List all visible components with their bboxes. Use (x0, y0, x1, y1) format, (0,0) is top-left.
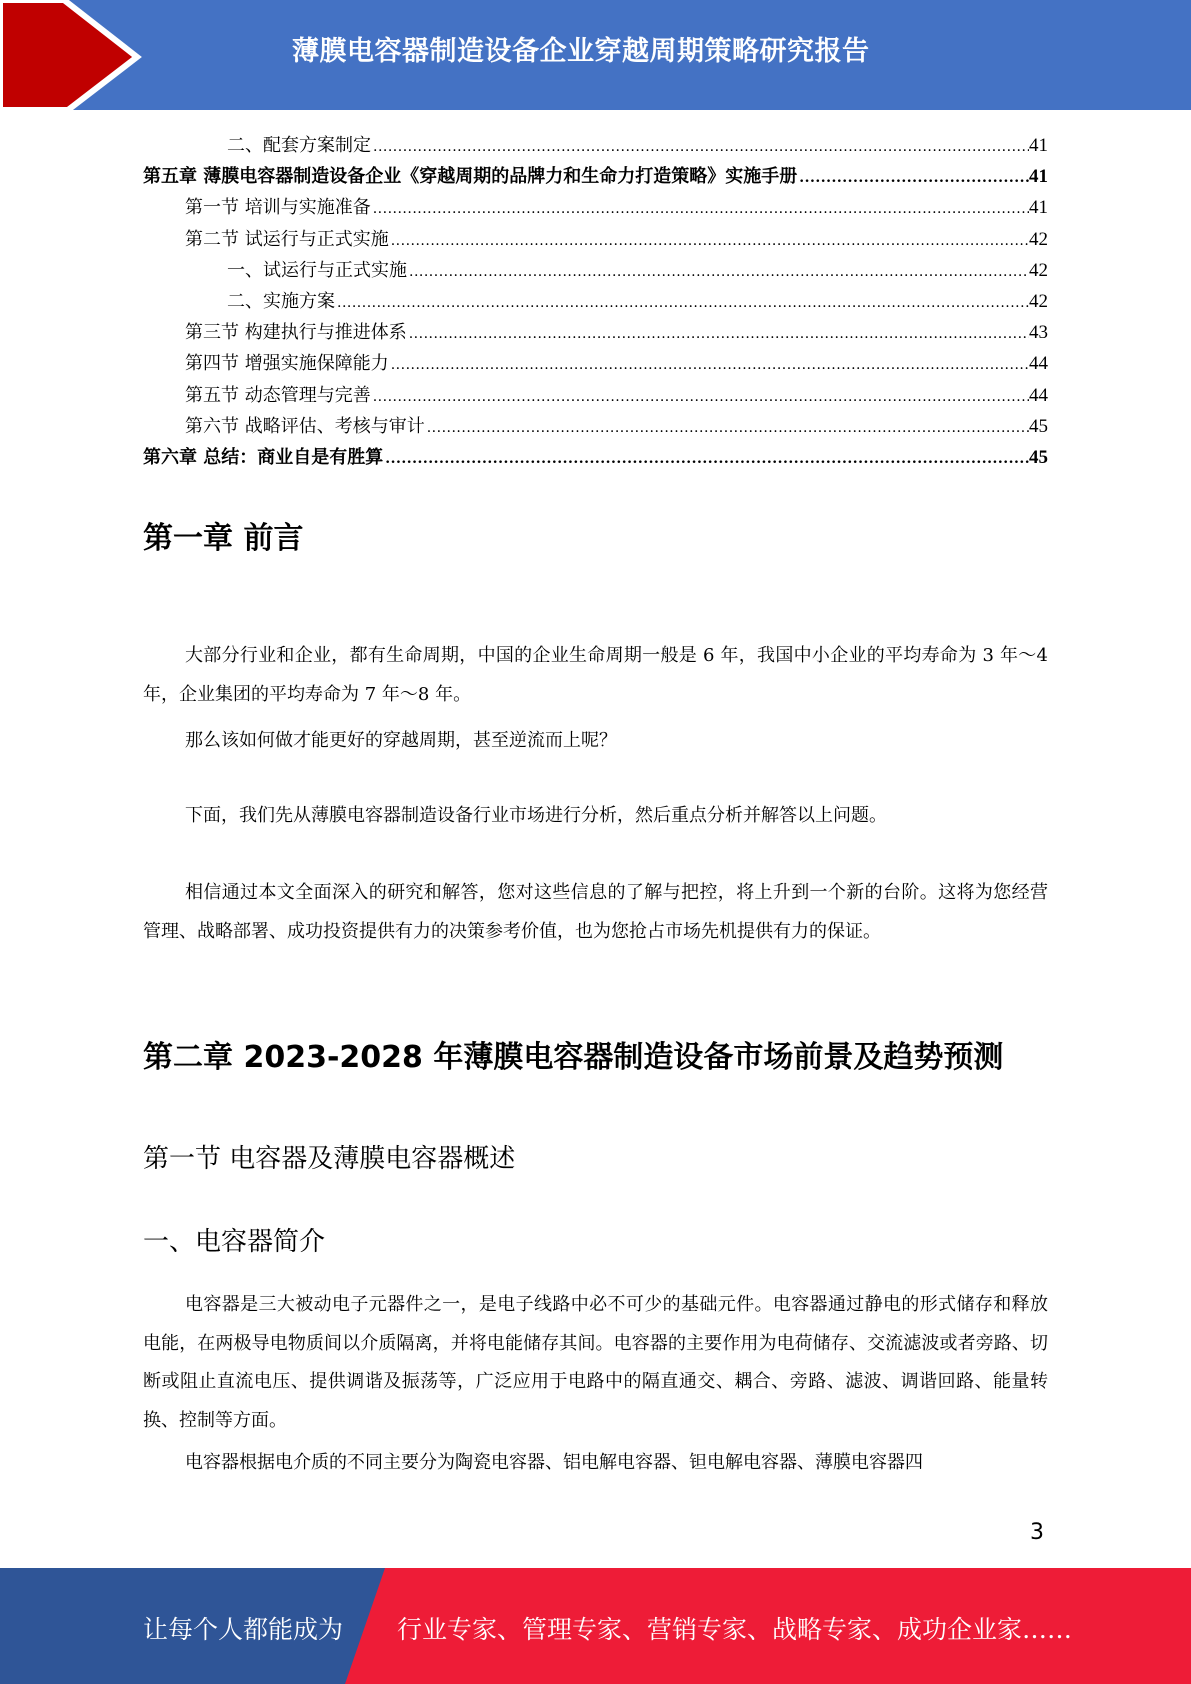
page-footer (0, 1568, 1191, 1684)
toc-entry-page: 41 (1029, 135, 1048, 156)
toc-entry-title: 第一节 培训与实施准备 (185, 197, 371, 219)
page-header (0, 0, 1191, 110)
paragraph: 那么该如何做才能更好的穿越周期，甚至逆流而上呢？ (185, 730, 617, 751)
toc-entry-page: 41 (1029, 197, 1048, 219)
paragraph: 电容器根据电介质的不同主要分为陶瓷电容器、铝电解电容器、钽电解电容器、薄膜电容器四 (185, 1452, 923, 1473)
subsection-heading: 一、电容器简介 (143, 1227, 326, 1257)
toc-entry-page: 44 (1029, 353, 1048, 375)
toc-entry-page: 45 (1029, 446, 1048, 468)
toc-entry[interactable] (143, 380, 1048, 411)
toc-leader-dots (391, 350, 1029, 381)
paragraph: 相信通过本文全面深入的研究和解答，您对这些信息的了解与把控，将上升到一个新的台阶。这将为您经营管理、战略部署、成功投资提供有力的决策参考价值，也为您抢占市场先机提供有力的保证。 (143, 882, 1048, 942)
toc-leader-dots (427, 413, 1029, 444)
toc-leader-dots (373, 132, 1029, 163)
toc-leader-dots (391, 226, 1029, 257)
toc-entry-title: 第六章 总结：商业自是有胜算 (143, 446, 384, 468)
toc-entry-page: 41 (1029, 166, 1048, 188)
toc-leader-dots (337, 288, 1029, 319)
header-arrow-icon (0, 0, 180, 110)
page-number: 3 (1030, 1520, 1044, 1545)
toc-entry-title: 二、实施方案 (227, 290, 335, 312)
paragraph: 大部分行业和企业，都有生命周期，中国的企业生命周期一般是 6 年，我国中小企业的平均寿命为 3 年～4 年，企业集团的平均寿命为 7 年～8 年。 (143, 645, 1048, 705)
table-of-contents (143, 130, 1048, 473)
report-title: 薄膜电容器制造设备企业穿越周期策略研究报告 (292, 36, 870, 67)
toc-entry-title: 第四节 增强实施保障能力 (185, 353, 389, 375)
toc-entry-page: 44 (1029, 384, 1048, 406)
footer-slogan-right: 行业专家、管理专家、营销专家、战略专家、成功企业家…… (397, 1615, 1073, 1644)
toc-entry-title: 第三节 构建执行与推进体系 (185, 322, 407, 344)
toc-entry[interactable] (143, 224, 1048, 255)
toc-entry[interactable] (143, 317, 1048, 348)
toc-leader-dots (409, 257, 1029, 288)
section-heading: 第一节 电容器及薄膜电容器概述 (143, 1144, 516, 1174)
toc-entry-title: 第五节 动态管理与完善 (185, 384, 371, 406)
toc-entry[interactable] (143, 161, 1048, 192)
chapter-1-heading: 第一章 前言 (143, 521, 304, 556)
toc-leader-dots (373, 194, 1029, 225)
toc-entry-page: 43 (1029, 322, 1048, 344)
toc-leader-dots (409, 319, 1029, 350)
toc-entry-title: 第五章 薄膜电容器制造设备企业《穿越周期的品牌力和生命力打造策略》实施手册 (143, 166, 798, 188)
toc-entry[interactable] (143, 442, 1048, 473)
paragraph: 电容器是三大被动电子元器件之一，是电子线路中必不可少的基础元件。电容器通过静电的形式储存和释放电能，在两极导电物质间以介质隔离，并将电能储存其间。电容器的主要作用为电荷储存、交流滤波或者旁路、切断或阻止直流电压、提供调谐及振荡等，广泛应用于电路中的隔直通交、耦合、旁路、滤波、调谐回路、能量转换、控制等方面。 (143, 1294, 1048, 1431)
toc-entry[interactable] (143, 286, 1048, 317)
toc-entry-title: 二、配套方案制定 (227, 135, 371, 156)
toc-entry[interactable] (143, 255, 1048, 286)
toc-entry-title: 第二节 试运行与正式实施 (185, 228, 389, 250)
toc-entry-title: 第六节 战略评估、考核与审计 (185, 415, 425, 437)
toc-entry[interactable] (143, 130, 1048, 161)
header-arrow-shape (0, 0, 137, 110)
chapter-2-heading: 第二章 2023-2028 年薄膜电容器制造设备市场前景及趋势预测 (143, 1040, 1004, 1075)
toc-entry-page: 45 (1029, 415, 1048, 437)
paragraph: 下面，我们先从薄膜电容器制造设备行业市场进行分析，然后重点分析并解答以上问题。 (185, 805, 887, 826)
toc-entry-title: 一、试运行与正式实施 (227, 259, 407, 281)
toc-entry-page: 42 (1029, 290, 1048, 312)
toc-entry[interactable] (143, 348, 1048, 379)
toc-entry[interactable] (143, 192, 1048, 223)
toc-leader-dots (799, 163, 1029, 194)
toc-leader-dots (373, 382, 1029, 413)
footer-slogan-left: 让每个人都能成为 (143, 1615, 344, 1644)
toc-entry-page: 42 (1029, 228, 1048, 250)
toc-entry[interactable] (143, 411, 1048, 442)
toc-entry-page: 42 (1029, 259, 1048, 281)
toc-leader-dots (385, 444, 1029, 475)
